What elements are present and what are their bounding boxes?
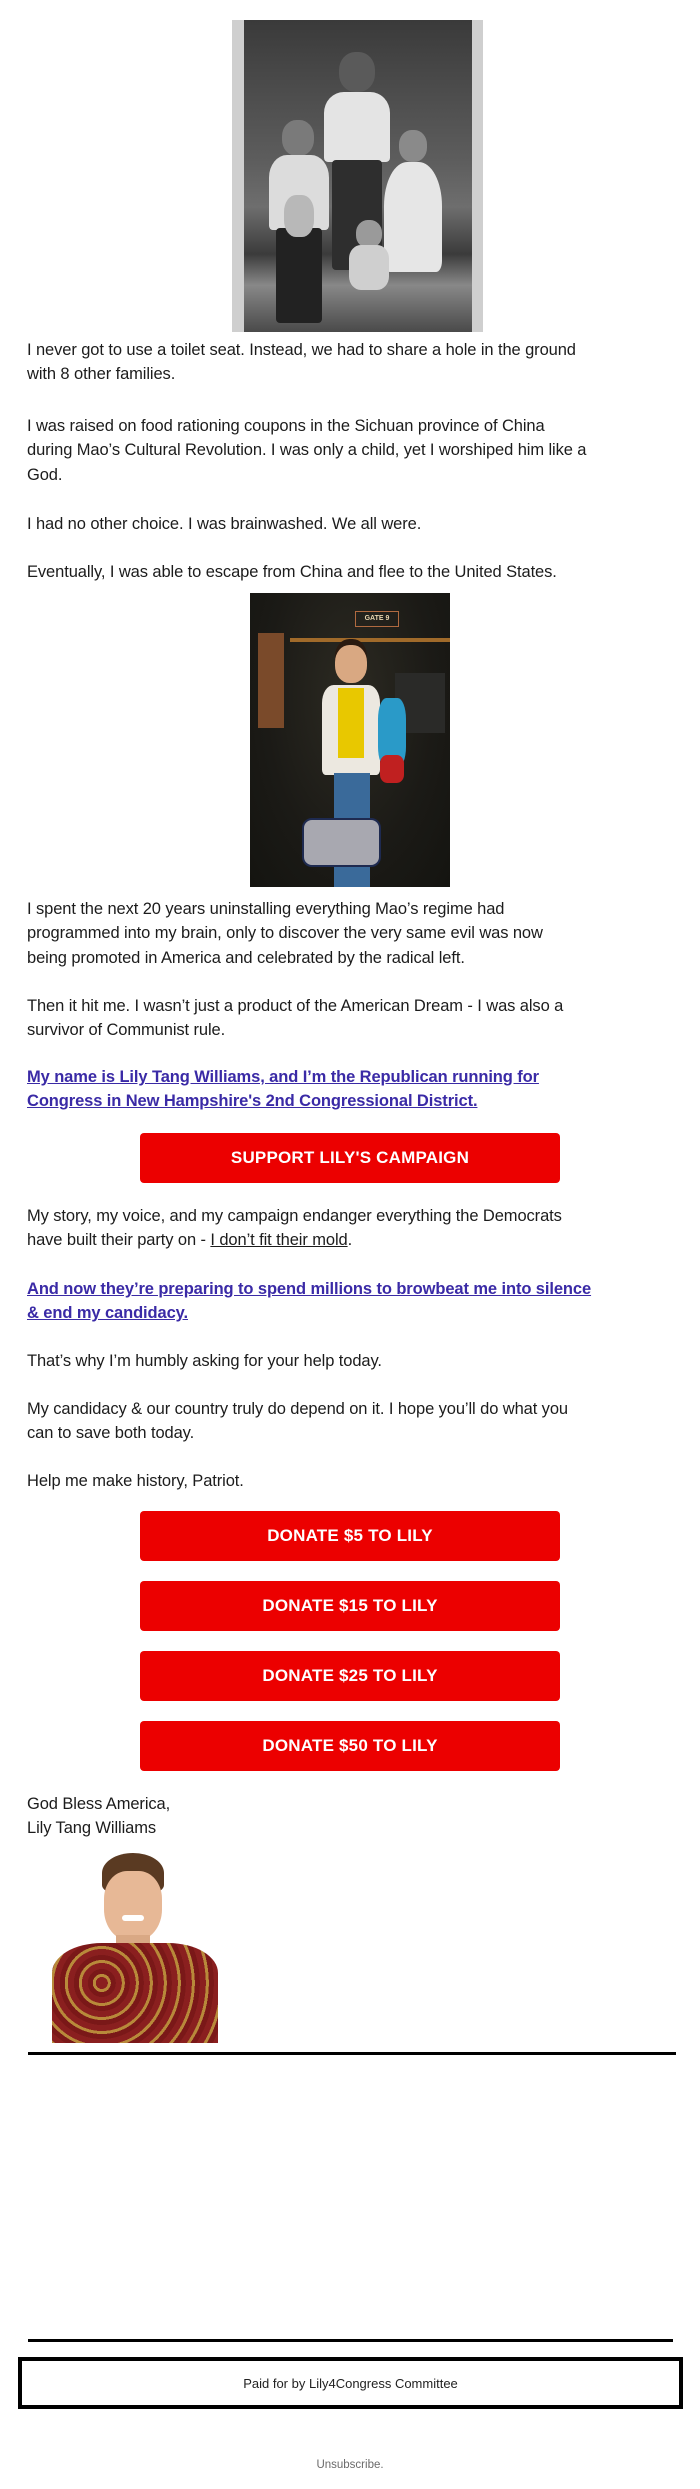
paragraph-uninstalling: I spent the next 20 years uninstalling everything Mao’s regime had programmed into my brain, only to discover the very same evil was now being promoted in America and celebrated by the radical left. [27, 900, 543, 967]
airport-photo [250, 593, 450, 887]
donate-15-button[interactable]: DONATE $15 TO LILY [140, 1581, 560, 1631]
underlined-phrase: I don’t fit their mold [210, 1231, 348, 1250]
paragraph-rationing: I was raised on food rationing coupons in the Sichuan province of China during Mao’s Cultural Revolution. I was only a child, yet I worshiped him like a God. [27, 417, 587, 484]
paragraph-make-history: Help me make history, Patriot. [27, 1472, 244, 1490]
paragraph-mold: My story, my voice, and my campaign endanger everything the Democrats have built their party on - I don’t fit their mold. [27, 1207, 562, 1250]
gate-sign: GATE 9 [355, 611, 399, 627]
paid-for-text: Paid for by Lily4Congress Committee [243, 2375, 458, 2391]
donate-50-button[interactable]: DONATE $50 TO LILY [140, 1721, 560, 1771]
donate-5-button[interactable]: DONATE $5 TO LILY [140, 1511, 560, 1561]
paragraph-asking-help: That’s why I’m humbly asking for your help today. [27, 1352, 382, 1370]
divider-bottom [28, 2339, 673, 2342]
divider-top [28, 2052, 676, 2055]
family-photo [232, 20, 483, 332]
paragraph-escape: Eventually, I was able to escape from China and flee to the United States. [27, 563, 557, 581]
paragraph-survivor: Then it hit me. I wasn’t just a product of the American Dream - I was also a survivor of Communist rule. [27, 997, 564, 1040]
support-campaign-button[interactable]: SUPPORT LILY'S CAMPAIGN [140, 1133, 560, 1183]
paragraph-toilet: I never got to use a toilet seat. Instead, we had to share a hole in the ground with 8 other families. [27, 341, 576, 384]
candidate-intro-link[interactable]: My name is Lily Tang Williams, and I’m the Republican running for Congress in New Hampshire's 2nd Congressional District. [27, 1068, 539, 1111]
paragraph-brainwashed: I had no other choice. I was brainwashed. We all were. [27, 515, 422, 533]
family-photo-image [244, 20, 472, 332]
silence-link[interactable]: And now they’re preparing to spend millions to browbeat me into silence & end my candidacy. [27, 1280, 592, 1323]
unsubscribe-link[interactable]: Unsubscribe. [316, 2459, 384, 2471]
signature: God Bless America, Lily Tang Williams [27, 1795, 171, 1838]
candidate-portrait [52, 1853, 218, 2043]
paragraph-depend: My candidacy & our country truly do depend on it. I hope you’ll do what you can to save both today. [27, 1400, 568, 1443]
paid-for-disclaimer-box [18, 2357, 683, 2409]
donate-25-button[interactable]: DONATE $25 TO LILY [140, 1651, 560, 1701]
